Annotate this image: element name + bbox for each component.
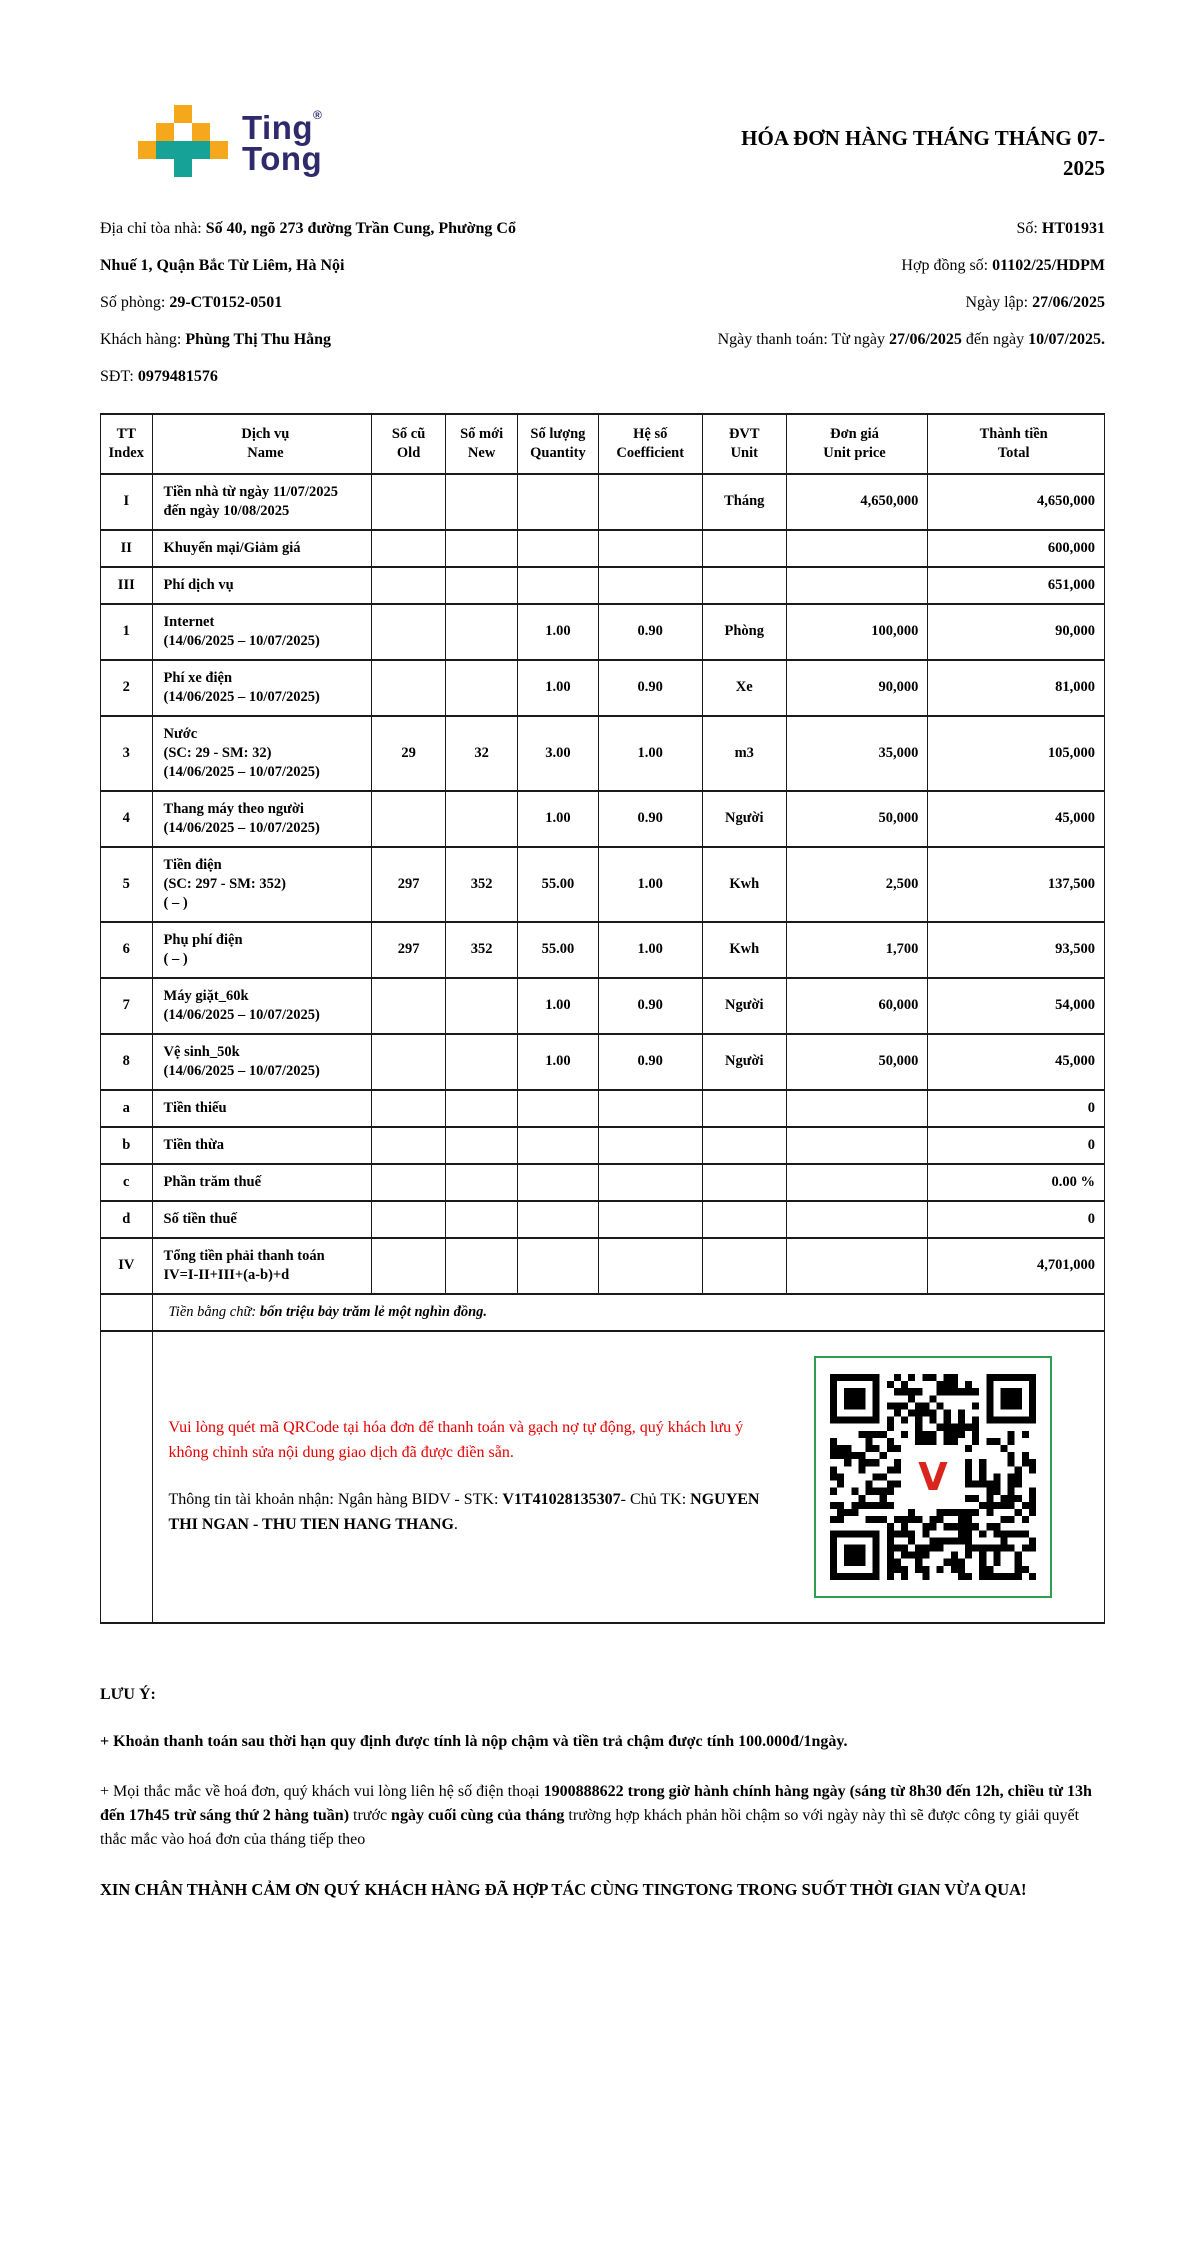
column-header-text: Old bbox=[396, 444, 421, 461]
cell-qty: 1.00 bbox=[518, 660, 598, 716]
cell-coef bbox=[598, 1238, 702, 1294]
cell-unit: Phòng bbox=[702, 604, 786, 660]
cell-unit bbox=[702, 530, 786, 567]
footer-note-2 bbox=[100, 1780, 1105, 1852]
service-name-line: ( – ) bbox=[163, 950, 188, 967]
cell-tt: 1 bbox=[101, 604, 153, 660]
cell-new bbox=[445, 978, 517, 1034]
cell-new bbox=[445, 1090, 517, 1127]
service-name-line: Vệ sinh_50k bbox=[163, 1043, 240, 1060]
cell-tt: b bbox=[101, 1127, 153, 1164]
cell-total: 137,500 bbox=[928, 847, 1105, 922]
column-header-text: Unit bbox=[730, 444, 758, 461]
cell-name bbox=[152, 1127, 372, 1164]
cell-qty bbox=[518, 1238, 598, 1294]
cell-new bbox=[445, 1127, 517, 1164]
column-header-text: ĐVT bbox=[728, 425, 760, 442]
table-row bbox=[101, 1034, 1105, 1090]
cell-qty bbox=[518, 1164, 598, 1201]
column-header-text: Hệ số bbox=[633, 425, 668, 442]
invoice-info bbox=[100, 210, 1105, 395]
cell-coef: 1.00 bbox=[598, 922, 702, 978]
service-name-line: (SC: 29 - SM: 32) bbox=[163, 744, 272, 761]
cell-tt: II bbox=[101, 530, 153, 567]
cell-old: 297 bbox=[372, 922, 446, 978]
column-header bbox=[372, 414, 446, 474]
text-part: . bbox=[453, 1515, 458, 1533]
text-part: đến ngày bbox=[961, 330, 1029, 348]
invoice-table-head bbox=[101, 414, 1105, 474]
invoice-title bbox=[635, 123, 1105, 184]
account-info bbox=[169, 1488, 779, 1538]
info-line bbox=[550, 284, 1105, 321]
column-header-text: Dịch vụ bbox=[241, 425, 290, 442]
info-line bbox=[100, 284, 550, 321]
service-name-line: Nước bbox=[163, 725, 198, 742]
cell-old bbox=[372, 1201, 446, 1238]
column-header bbox=[152, 414, 372, 474]
cell-coef bbox=[598, 567, 702, 604]
info-line bbox=[550, 210, 1105, 247]
cell-old bbox=[372, 567, 446, 604]
cell-name bbox=[152, 567, 372, 604]
cell-unit: Kwh bbox=[702, 922, 786, 978]
cell-new bbox=[445, 1034, 517, 1090]
service-name-line: (14/06/2025 – 10/07/2025) bbox=[163, 1006, 320, 1023]
cell-qty bbox=[518, 1090, 598, 1127]
info-line bbox=[100, 321, 550, 358]
text-part: Phùng Thị Thu Hằng bbox=[185, 330, 332, 348]
cell-old: 297 bbox=[372, 847, 446, 922]
text-part: 1900888622 trong giờ hành chính hàng ngày (sáng từ 8h30 đến 12h, chiều từ 13h đến 17h45 trừ sáng thứ 2 hàng tuần) bbox=[100, 1782, 1092, 1824]
service-name-line: (14/06/2025 – 10/07/2025) bbox=[163, 632, 320, 649]
cell-old bbox=[372, 1164, 446, 1201]
cell-old bbox=[372, 1238, 446, 1294]
cell-price: 60,000 bbox=[786, 978, 928, 1034]
column-header bbox=[786, 414, 928, 474]
cell-price: 35,000 bbox=[786, 716, 928, 791]
cell-new bbox=[445, 530, 517, 567]
table-row bbox=[101, 1201, 1105, 1238]
cell-total: 93,500 bbox=[928, 922, 1105, 978]
service-name-line: IV=I-II+III+(a-b)+d bbox=[163, 1266, 290, 1283]
text-part: - Chủ TK: bbox=[620, 1490, 691, 1508]
cell-new: 32 bbox=[445, 716, 517, 791]
cell-unit: m3 bbox=[702, 716, 786, 791]
column-header bbox=[518, 414, 598, 474]
cell-unit bbox=[702, 567, 786, 604]
table-row bbox=[101, 716, 1105, 791]
cell-price: 50,000 bbox=[786, 791, 928, 847]
cell-coef: 0.90 bbox=[598, 604, 702, 660]
column-header bbox=[928, 414, 1105, 474]
cell-old bbox=[372, 1090, 446, 1127]
qr-warning-note: Vui lòng quét mã QRCode tại hóa đơn để thanh toán và gạch nợ tự động, quý khách lưu ý không chỉnh sửa nội dung giao dịch đã được điền sẵn. bbox=[168, 1419, 744, 1462]
cell-total: 0 bbox=[928, 1090, 1105, 1127]
cell-new bbox=[445, 1238, 517, 1294]
cell-qty: 1.00 bbox=[518, 978, 598, 1034]
text-part: Ngày thanh toán: Từ ngày bbox=[717, 330, 890, 348]
column-header-text: Đơn giá bbox=[830, 425, 879, 442]
cell-new bbox=[445, 791, 517, 847]
cell-name bbox=[152, 978, 372, 1034]
cell-total: 90,000 bbox=[928, 604, 1105, 660]
service-name-line: Tiền thiếu bbox=[163, 1099, 227, 1116]
cell-coef bbox=[598, 1164, 702, 1201]
cell-tt: I bbox=[101, 474, 153, 530]
footer-heading: LƯU Ý: bbox=[100, 1685, 156, 1703]
cell-tt: 4 bbox=[101, 791, 153, 847]
text-part: SĐT: bbox=[100, 367, 138, 385]
text-part: NGUYEN THI NGAN - THU TIEN HANG THANG bbox=[168, 1490, 760, 1533]
cell-name bbox=[152, 1201, 372, 1238]
text-part: Số 40, ngõ 273 đường Trần Cung, Phường Cổ Nhuế 1, Quận Bắc Từ Liêm, Hà Nội bbox=[100, 219, 516, 274]
qr-body bbox=[101, 1331, 1105, 1623]
service-name-line: Phần trăm thuế bbox=[163, 1173, 262, 1190]
service-name-line: Tổng tiền phải thanh toán bbox=[163, 1247, 325, 1264]
column-header-text: New bbox=[467, 444, 496, 461]
cell-unit bbox=[702, 1238, 786, 1294]
cell-total: 4,650,000 bbox=[928, 474, 1105, 530]
cell-new: 352 bbox=[445, 922, 517, 978]
table-row bbox=[101, 660, 1105, 716]
cell-name bbox=[152, 791, 372, 847]
cell-name bbox=[152, 474, 372, 530]
service-name-line: (14/06/2025 – 10/07/2025) bbox=[163, 763, 320, 780]
cell-qty bbox=[518, 1201, 598, 1238]
service-name-line: Số tiền thuế bbox=[163, 1210, 237, 1227]
cell-qty: 1.00 bbox=[518, 791, 598, 847]
cell-price bbox=[786, 567, 928, 604]
cell-new bbox=[445, 604, 517, 660]
cell-tt: 8 bbox=[101, 1034, 153, 1090]
cell-tt: 5 bbox=[101, 847, 153, 922]
amount-words-value: bốn triệu bảy trăm lẻ một nghìn đồng. bbox=[259, 1303, 488, 1320]
cell-new: 352 bbox=[445, 847, 517, 922]
payment-cell bbox=[152, 1331, 1104, 1623]
text-part: 29-CT0152-0501 bbox=[169, 293, 283, 311]
cell-price: 4,650,000 bbox=[786, 474, 928, 530]
table-row bbox=[101, 1164, 1105, 1201]
cell-price bbox=[786, 1164, 928, 1201]
service-name-line: Phí xe điện bbox=[163, 669, 233, 686]
cell-old bbox=[372, 604, 446, 660]
cell-name bbox=[152, 1090, 372, 1127]
text-part: 0979481576 bbox=[137, 367, 218, 385]
cell-tt: III bbox=[101, 567, 153, 604]
column-header-text: Name bbox=[247, 444, 284, 461]
payment-notes bbox=[169, 1416, 779, 1537]
service-name-line: Tiền nhà từ ngày 11/07/2025 bbox=[163, 483, 338, 500]
amount-words-row bbox=[101, 1294, 1105, 1331]
cell-qty bbox=[518, 567, 598, 604]
column-header-text: Số lượng bbox=[530, 425, 586, 442]
cell-unit: Kwh bbox=[702, 847, 786, 922]
cell-total: 4,701,000 bbox=[928, 1238, 1105, 1294]
info-line bbox=[100, 210, 550, 284]
service-name-line: Phí dịch vụ bbox=[163, 576, 234, 593]
table-row bbox=[101, 474, 1105, 530]
cell-tt: 2 bbox=[101, 660, 153, 716]
column-header-text: Số cũ bbox=[391, 425, 426, 442]
cell-unit bbox=[702, 1164, 786, 1201]
cell-price: 2,500 bbox=[786, 847, 928, 922]
cell-qty: 55.00 bbox=[518, 847, 598, 922]
service-name-line: (14/06/2025 – 10/07/2025) bbox=[163, 688, 320, 705]
cell-price bbox=[786, 1238, 928, 1294]
cell-name bbox=[152, 660, 372, 716]
cell-new bbox=[445, 567, 517, 604]
cell-unit bbox=[702, 1090, 786, 1127]
info-line bbox=[100, 358, 550, 395]
text-part: Khách hàng: bbox=[100, 330, 186, 348]
column-header bbox=[445, 414, 517, 474]
text-part: + Mọi thắc mắc về hoá đơn, quý khách vui lòng liên hệ số điện thoại bbox=[100, 1782, 544, 1800]
column-header-text: Total bbox=[997, 444, 1030, 461]
service-name-line: Phụ phí điện bbox=[163, 931, 243, 948]
cell-coef bbox=[598, 474, 702, 530]
invoice-title-line2: 2025 bbox=[1063, 156, 1105, 181]
tingtong-pixel-tree-icon bbox=[138, 105, 228, 179]
cell-price bbox=[786, 1127, 928, 1164]
column-header-text: TT bbox=[116, 425, 136, 442]
qr-row bbox=[101, 1331, 1105, 1623]
cell-tt: 3 bbox=[101, 716, 153, 791]
column-header-text: Thành tiền bbox=[979, 425, 1048, 442]
cell-new bbox=[445, 474, 517, 530]
cell-total: 0.00 % bbox=[928, 1164, 1105, 1201]
service-name-line: Tiền điện bbox=[163, 856, 222, 873]
footer-notes bbox=[100, 1686, 1105, 1903]
table-row bbox=[101, 1238, 1105, 1294]
column-header-text: Index bbox=[108, 444, 144, 461]
cell-unit: Xe bbox=[702, 660, 786, 716]
text-part: Thông tin tài khoản nhận: Ngân hàng BIDV - STK: bbox=[168, 1490, 503, 1508]
qr-frame bbox=[814, 1356, 1052, 1598]
column-header-text: Quantity bbox=[530, 444, 586, 461]
text-part: 27/06/2025 bbox=[1032, 293, 1105, 311]
cell-name bbox=[152, 1164, 372, 1201]
cell-tt: a bbox=[101, 1090, 153, 1127]
cell-tt: 7 bbox=[101, 978, 153, 1034]
cell-tt: IV bbox=[101, 1238, 153, 1294]
cell-old bbox=[372, 978, 446, 1034]
text-part: V1T41028135307 bbox=[502, 1490, 621, 1508]
service-name-line: Internet bbox=[163, 613, 215, 630]
table-row bbox=[101, 791, 1105, 847]
info-line bbox=[550, 247, 1105, 284]
table-row bbox=[101, 978, 1105, 1034]
invoice-table-body bbox=[101, 474, 1105, 1294]
brand-name-bottom: Tong bbox=[242, 139, 323, 177]
text-part: 10/07/2025. bbox=[1028, 330, 1105, 348]
service-name-line: (SC: 297 - SM: 352) bbox=[163, 875, 286, 892]
text-part: HT01931 bbox=[1041, 219, 1105, 237]
cell-old: 29 bbox=[372, 716, 446, 791]
cell-total: 0 bbox=[928, 1201, 1105, 1238]
column-header bbox=[598, 414, 702, 474]
cell-coef bbox=[598, 1090, 702, 1127]
cell-tt: 6 bbox=[101, 922, 153, 978]
service-name-line: (14/06/2025 – 10/07/2025) bbox=[163, 819, 320, 836]
cell-coef bbox=[598, 1201, 702, 1238]
cell-unit bbox=[702, 1127, 786, 1164]
cell-price bbox=[786, 1201, 928, 1238]
cell-total: 105,000 bbox=[928, 716, 1105, 791]
cell-name bbox=[152, 530, 372, 567]
cell-unit: Người bbox=[702, 1034, 786, 1090]
cell-total: 600,000 bbox=[928, 530, 1105, 567]
cell-coef: 0.90 bbox=[598, 978, 702, 1034]
service-name-line: (14/06/2025 – 10/07/2025) bbox=[163, 1062, 320, 1079]
text-part: Địa chỉ tòa nhà: bbox=[100, 219, 206, 237]
brand-logo bbox=[138, 105, 322, 179]
cell-coef: 1.00 bbox=[598, 716, 702, 791]
table-row bbox=[101, 604, 1105, 660]
cell-new bbox=[445, 1164, 517, 1201]
cell-coef: 0.90 bbox=[598, 791, 702, 847]
text-part: 27/06/2025 bbox=[889, 330, 962, 348]
text-part: trước bbox=[349, 1806, 392, 1824]
cell-old bbox=[372, 1127, 446, 1164]
cell-tt: d bbox=[101, 1201, 153, 1238]
amount-words-body bbox=[101, 1294, 1105, 1331]
footer-closing: XIN CHÂN THÀNH CẢM ƠN QUÝ KHÁCH HÀNG ĐÃ HỢP TÁC CÙNG TINGTONG TRONG SUỐT THỜI GIAN VỪA QUA! bbox=[100, 1879, 1027, 1899]
service-name-line: Thang máy theo người bbox=[163, 800, 304, 817]
cell-coef bbox=[598, 1127, 702, 1164]
table-row bbox=[101, 1090, 1105, 1127]
footer-note-1: + Khoản thanh toán sau thời hạn quy định được tính là nộp chậm và tiền trả chậm được tính 100.000đ/1ngày. bbox=[100, 1732, 848, 1750]
table-row bbox=[101, 1127, 1105, 1164]
cell-price: 90,000 bbox=[786, 660, 928, 716]
qr-code-icon bbox=[830, 1374, 1036, 1580]
cell-name bbox=[152, 604, 372, 660]
cell-qty bbox=[518, 1127, 598, 1164]
invoice-table bbox=[100, 413, 1105, 1624]
table-row bbox=[101, 847, 1105, 922]
info-line bbox=[550, 321, 1105, 358]
column-header-text: Số mới bbox=[460, 425, 504, 442]
column-header bbox=[702, 414, 786, 474]
cell-price: 100,000 bbox=[786, 604, 928, 660]
cell-qty: 3.00 bbox=[518, 716, 598, 791]
cell-new bbox=[445, 1201, 517, 1238]
cell-unit: Người bbox=[702, 791, 786, 847]
cell-coef: 1.00 bbox=[598, 847, 702, 922]
cell-old bbox=[372, 474, 446, 530]
cell-qty: 1.00 bbox=[518, 1034, 598, 1090]
header bbox=[100, 105, 1105, 184]
text-part: ngày cuối cùng của tháng bbox=[391, 1806, 565, 1824]
registered-mark: ® bbox=[313, 108, 323, 123]
empty-cell bbox=[101, 1331, 153, 1623]
cell-coef bbox=[598, 530, 702, 567]
cell-old bbox=[372, 660, 446, 716]
table-row bbox=[101, 567, 1105, 604]
brand-name bbox=[242, 108, 323, 177]
cell-price bbox=[786, 530, 928, 567]
column-header-text: Unit price bbox=[823, 444, 886, 461]
amount-in-words bbox=[152, 1294, 1104, 1331]
cell-old bbox=[372, 530, 446, 567]
cell-qty bbox=[518, 474, 598, 530]
service-name-line: Tiền thừa bbox=[163, 1136, 224, 1153]
service-name-line: Máy giặt_60k bbox=[163, 987, 249, 1004]
cell-old bbox=[372, 791, 446, 847]
cell-price: 1,700 bbox=[786, 922, 928, 978]
cell-unit bbox=[702, 1201, 786, 1238]
cell-total: 81,000 bbox=[928, 660, 1105, 716]
cell-total: 54,000 bbox=[928, 978, 1105, 1034]
service-name-line: đến ngày 10/08/2025 bbox=[163, 502, 290, 519]
table-row bbox=[101, 922, 1105, 978]
text-part: Số: bbox=[1016, 219, 1042, 237]
service-name-line: ( – ) bbox=[163, 894, 188, 911]
column-header-text: Coefficient bbox=[616, 444, 685, 461]
empty-cell bbox=[101, 1294, 153, 1331]
table-row bbox=[101, 530, 1105, 567]
text-part: trường hợp khách phản hồi chậm so với ngày này thì sẽ được công ty giải quyết thắc mắc vào hoá đơn của tháng tiếp theo bbox=[100, 1806, 1080, 1848]
cell-total: 651,000 bbox=[928, 567, 1105, 604]
vietqr-v-logo-icon: V bbox=[913, 1455, 952, 1499]
text-part: 01102/25/HDPM bbox=[992, 256, 1105, 274]
cell-total: 45,000 bbox=[928, 791, 1105, 847]
cell-name bbox=[152, 922, 372, 978]
cell-unit: Người bbox=[702, 978, 786, 1034]
cell-qty bbox=[518, 530, 598, 567]
invoice-title-line1: HÓA ĐƠN HÀNG THÁNG THÁNG 07- bbox=[741, 126, 1105, 150]
cell-price bbox=[786, 1090, 928, 1127]
cell-total: 0 bbox=[928, 1127, 1105, 1164]
cell-name bbox=[152, 1238, 372, 1294]
invoice-info-right bbox=[550, 210, 1105, 395]
cell-coef: 0.90 bbox=[598, 1034, 702, 1090]
brand-name-top: Ting bbox=[242, 109, 314, 147]
cell-tt: c bbox=[101, 1164, 153, 1201]
service-name-line: Khuyến mại/Giảm giá bbox=[163, 539, 301, 556]
cell-price: 50,000 bbox=[786, 1034, 928, 1090]
cell-total: 45,000 bbox=[928, 1034, 1105, 1090]
cell-unit: Tháng bbox=[702, 474, 786, 530]
text-part: Hợp đồng số: bbox=[901, 256, 993, 274]
column-header bbox=[101, 414, 153, 474]
amount-words-label: Tiền bằng chữ: bbox=[168, 1303, 260, 1320]
cell-name bbox=[152, 1034, 372, 1090]
text-part: Số phòng: bbox=[100, 293, 170, 311]
cell-qty: 55.00 bbox=[518, 922, 598, 978]
cell-name bbox=[152, 716, 372, 791]
cell-new bbox=[445, 660, 517, 716]
invoice-info-left bbox=[100, 210, 550, 395]
cell-old bbox=[372, 1034, 446, 1090]
cell-name bbox=[152, 847, 372, 922]
cell-coef: 0.90 bbox=[598, 660, 702, 716]
cell-qty: 1.00 bbox=[518, 604, 598, 660]
text-part: Ngày lập: bbox=[965, 293, 1033, 311]
